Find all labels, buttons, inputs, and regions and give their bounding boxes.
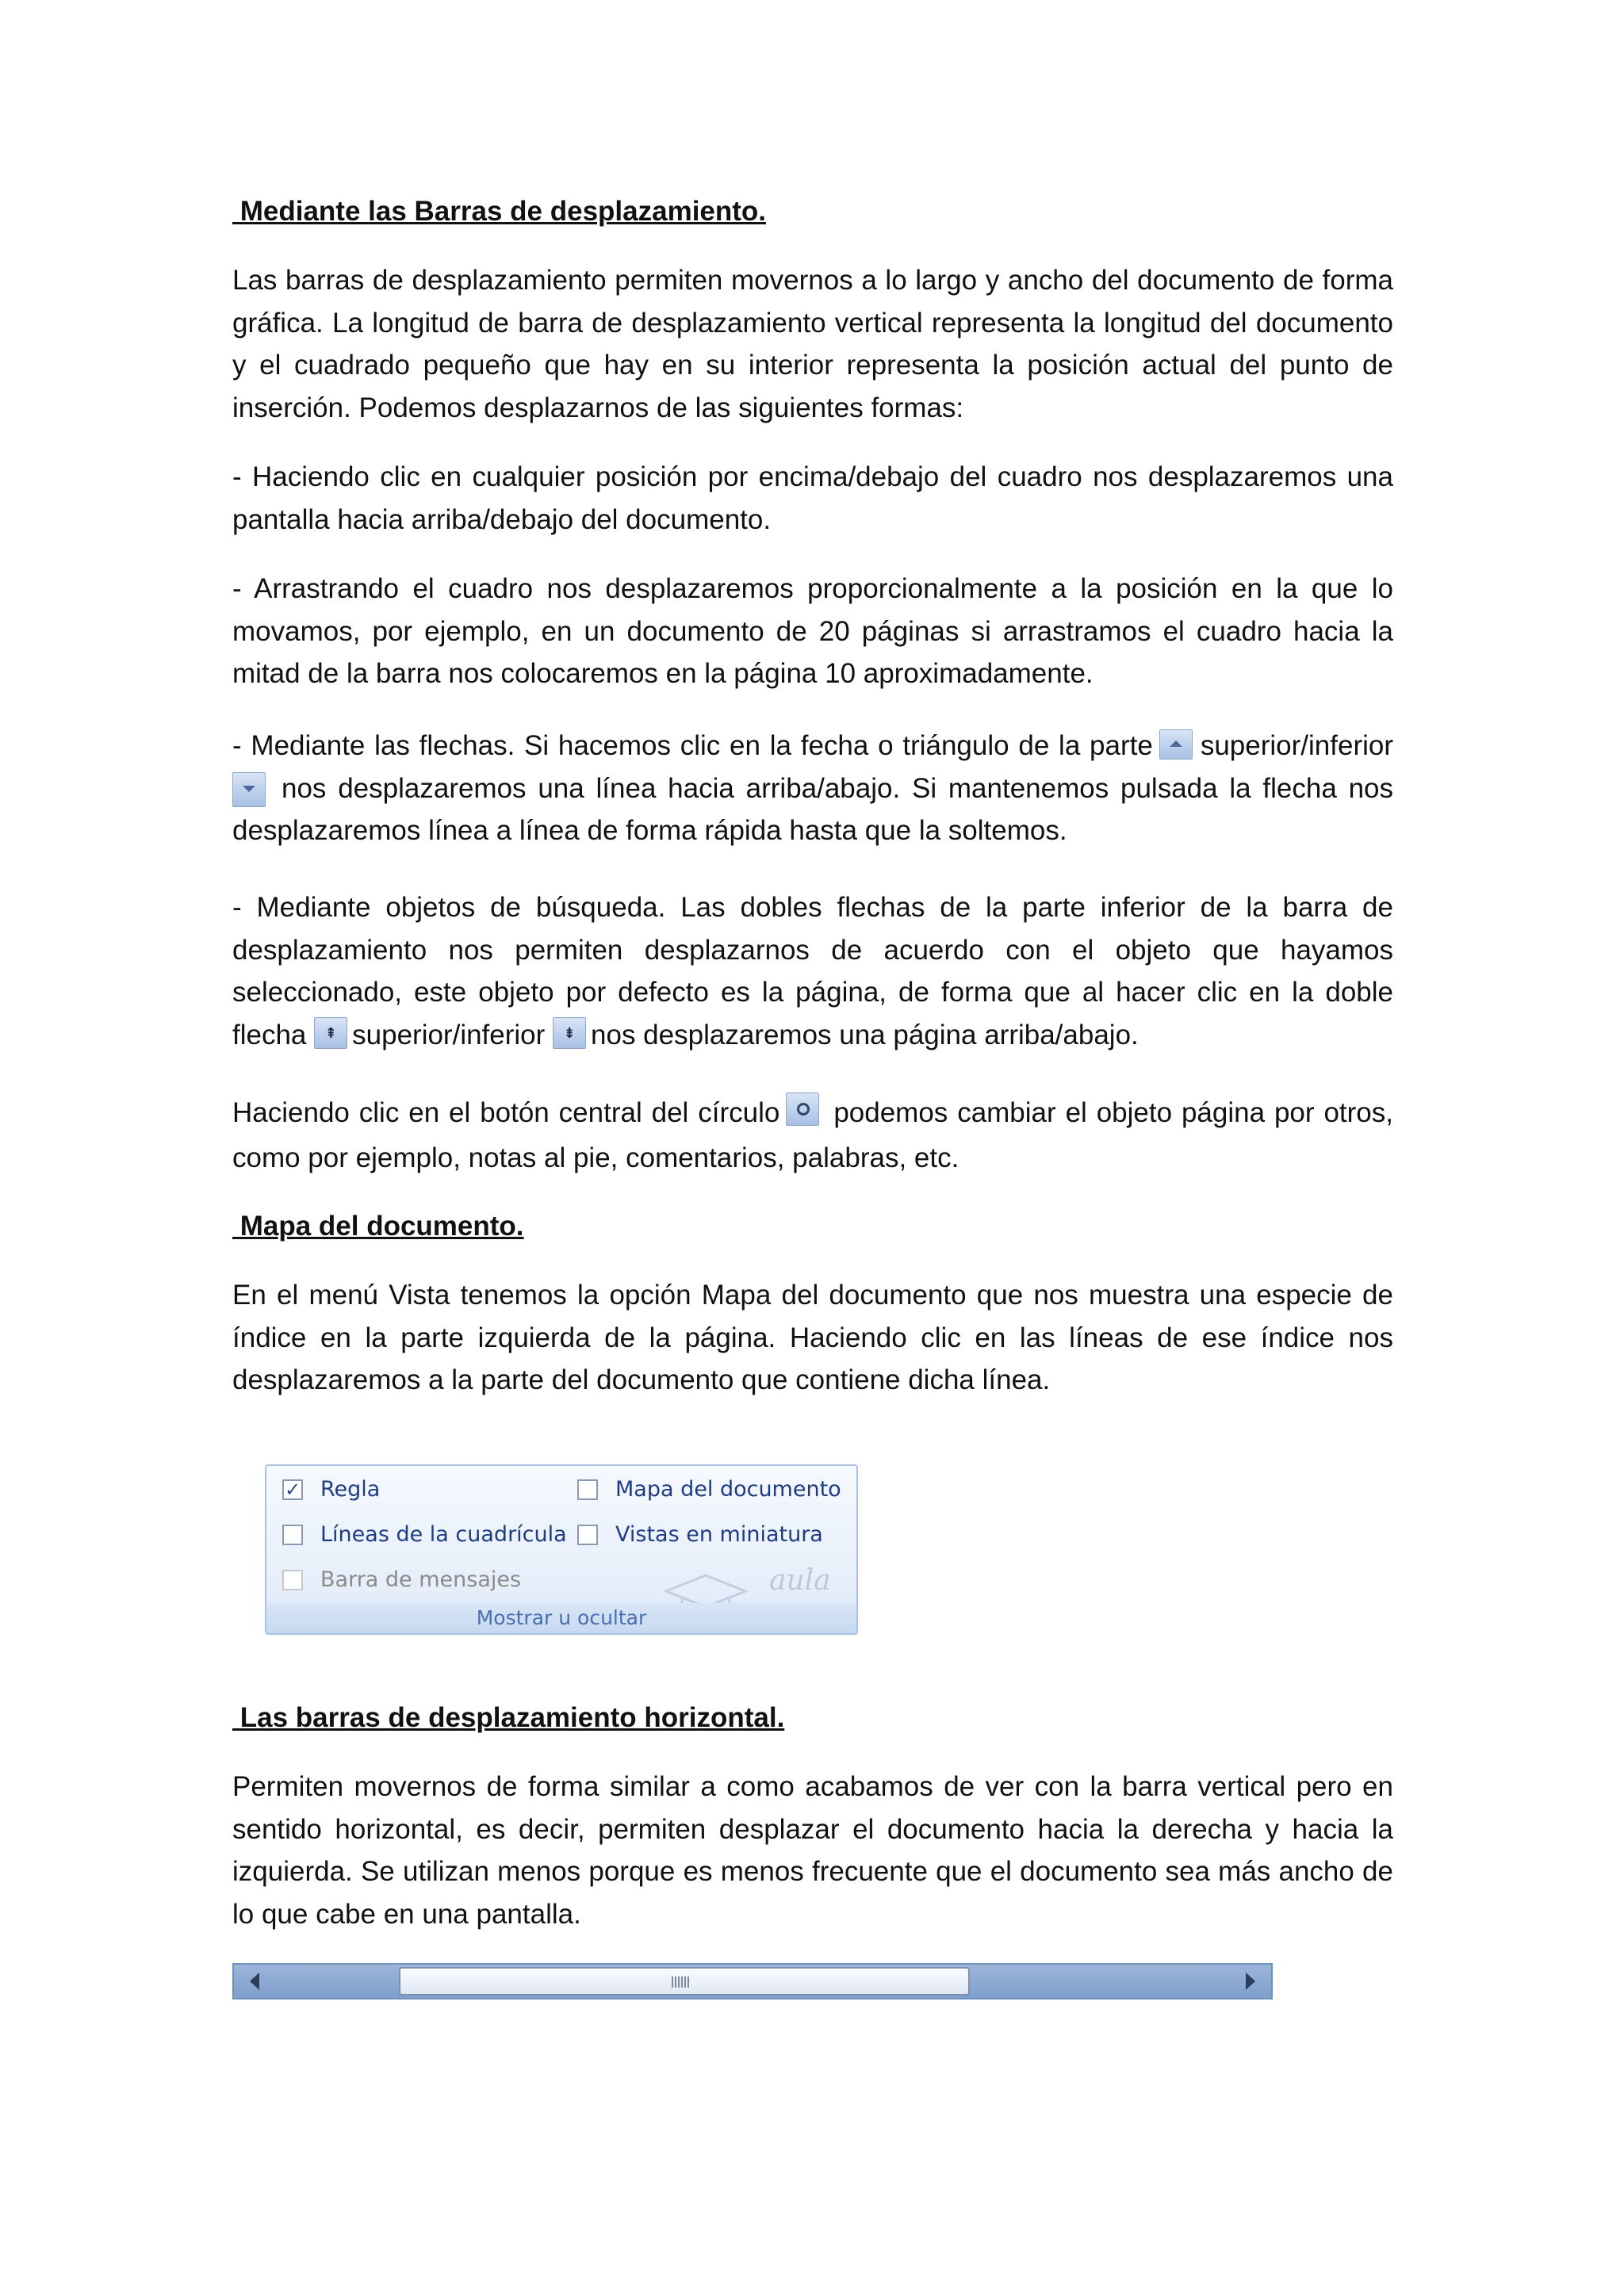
ribbon-item-label: Mapa del documento bbox=[615, 1477, 841, 1502]
paragraph-search-objects bbox=[232, 886, 1393, 1056]
search-text-c: nos desplazaremos una página arriba/abajo. bbox=[591, 1019, 1139, 1050]
ribbon-item-barra-mensajes bbox=[282, 1567, 521, 1592]
ribbon-item-label: Vistas en miniatura bbox=[615, 1522, 823, 1547]
paragraph-document-map: En el menú Vista tenemos la opción Mapa del documento que nos muestra una especie de índice en la parte izquierda de la página. Haciendo clic en las líneas de ese índice nos desplazaremos a la parte del documento que contiene dicha línea. bbox=[232, 1280, 1393, 1395]
select-text-a: Haciendo clic en el botón central del círculo bbox=[232, 1097, 780, 1128]
scroll-right-arrow-icon[interactable] bbox=[1246, 1973, 1255, 1990]
paragraph-horizontal-scrollbar: Permiten movernos de forma similar a como acabamos de ver con la barra vertical pero en sentido horizontal, es decir, permiten desplazar el documento hacia la derecha y hacia la izquierda. Se utilizan menos porque es menos frecuente que el documento sea más ancho de lo que cabe en una pantalla. bbox=[232, 1771, 1393, 1930]
heading-document-map: Mapa del documento. bbox=[232, 1211, 524, 1242]
checkbox-icon[interactable] bbox=[282, 1525, 303, 1545]
select-text-b: podemos cambiar el objeto página por otros, como por ejemplo, notas al pie, comentarios, palabras, etc. bbox=[232, 1097, 1393, 1173]
double-down-arrow-icon: ⇟ bbox=[553, 1017, 586, 1049]
search-text-a: - Mediante objetos de búsqueda. Las dobles flechas de la parte inferior de la barra de desplazamiento nos permiten desplazarnos de acuerdo con el objeto que hayamos seleccionado, este objeto por defecto es la página, de forma que al hacer clic en la doble flecha bbox=[232, 892, 1393, 1050]
ribbon-item-regla[interactable] bbox=[282, 1477, 380, 1502]
paragraph-drag-box: - Arrastrando el cuadro nos desplazaremos proporcionalmente a la posición en la que lo movamos, por ejemplo, en un documento de 20 páginas si arrastramos el cuadro hacia la mitad de la barra nos colocaremos en la página 10 aproximadamente. bbox=[232, 573, 1393, 689]
checkbox-icon[interactable] bbox=[577, 1525, 598, 1545]
ribbon-item-label: Líneas de la cuadrícula bbox=[320, 1522, 567, 1547]
ribbon-show-hide-group bbox=[265, 1464, 858, 1635]
heading-horizontal-scrollbar: Las barras de desplazamiento horizontal. bbox=[232, 1702, 785, 1733]
double-up-arrow-icon: ⇞ bbox=[314, 1017, 347, 1049]
ribbon-item-label: Barra de mensajes bbox=[320, 1567, 522, 1592]
ribbon-item-label: Regla bbox=[320, 1477, 381, 1502]
paragraph-select-object bbox=[232, 1092, 1393, 1179]
watermark-text-aula: aula bbox=[769, 1564, 831, 1597]
checkbox-disabled-icon bbox=[282, 1570, 303, 1590]
paragraph-scrollbars-intro: Las barras de desplazamiento permiten movernos a lo largo y ancho del documento de forma gráfica. La longitud de barra de desplazamiento vertical representa la longitud del documento y el cuadrado pequeño que hay en su interior representa la posición actual del punto de inserción. Podemos desplazarnos de las siguientes formas: bbox=[232, 265, 1393, 423]
ribbon-group-label: Mostrar u ocultar bbox=[266, 1603, 856, 1633]
paragraph-click-position: - Haciendo clic en cualquier posición por encima/debajo del cuadro nos desplazaremos una pantalla hacia arriba/debajo del documento. bbox=[232, 461, 1393, 535]
scrollbar-thumb[interactable] bbox=[399, 1967, 970, 1996]
heading-scrollbars: Mediante las Barras de desplazamiento. bbox=[232, 196, 767, 227]
search-text-b: superior/inferior bbox=[352, 1019, 546, 1050]
paragraph-arrows bbox=[232, 725, 1393, 852]
ribbon-item-vistas-miniatura[interactable] bbox=[577, 1522, 823, 1547]
arrows-text-c: nos desplazaremos una línea hacia arriba/abajo. Si mantenemos pulsada la flecha nos desplazaremos línea a línea de forma rápida hasta que la soltemos. bbox=[232, 772, 1393, 846]
grip-icon bbox=[672, 1976, 689, 1988]
arrows-text-b: superior/inferior bbox=[1200, 730, 1393, 761]
scroll-up-arrow-icon bbox=[1159, 729, 1193, 760]
scroll-left-arrow-icon[interactable] bbox=[250, 1973, 259, 1990]
scroll-down-arrow-icon bbox=[232, 772, 266, 807]
horizontal-scrollbar[interactable] bbox=[232, 1963, 1273, 1999]
ribbon-item-lineas-cuadricula[interactable] bbox=[282, 1522, 567, 1547]
ribbon-item-mapa-documento[interactable] bbox=[577, 1477, 841, 1502]
select-browse-object-icon bbox=[786, 1093, 819, 1126]
checkbox-checked-icon[interactable]: ✓ bbox=[282, 1479, 303, 1500]
arrows-text-a: - Mediante las flechas. Si hacemos clic en la fecha o triángulo de la parte bbox=[232, 730, 1153, 761]
checkbox-icon[interactable] bbox=[577, 1479, 598, 1500]
